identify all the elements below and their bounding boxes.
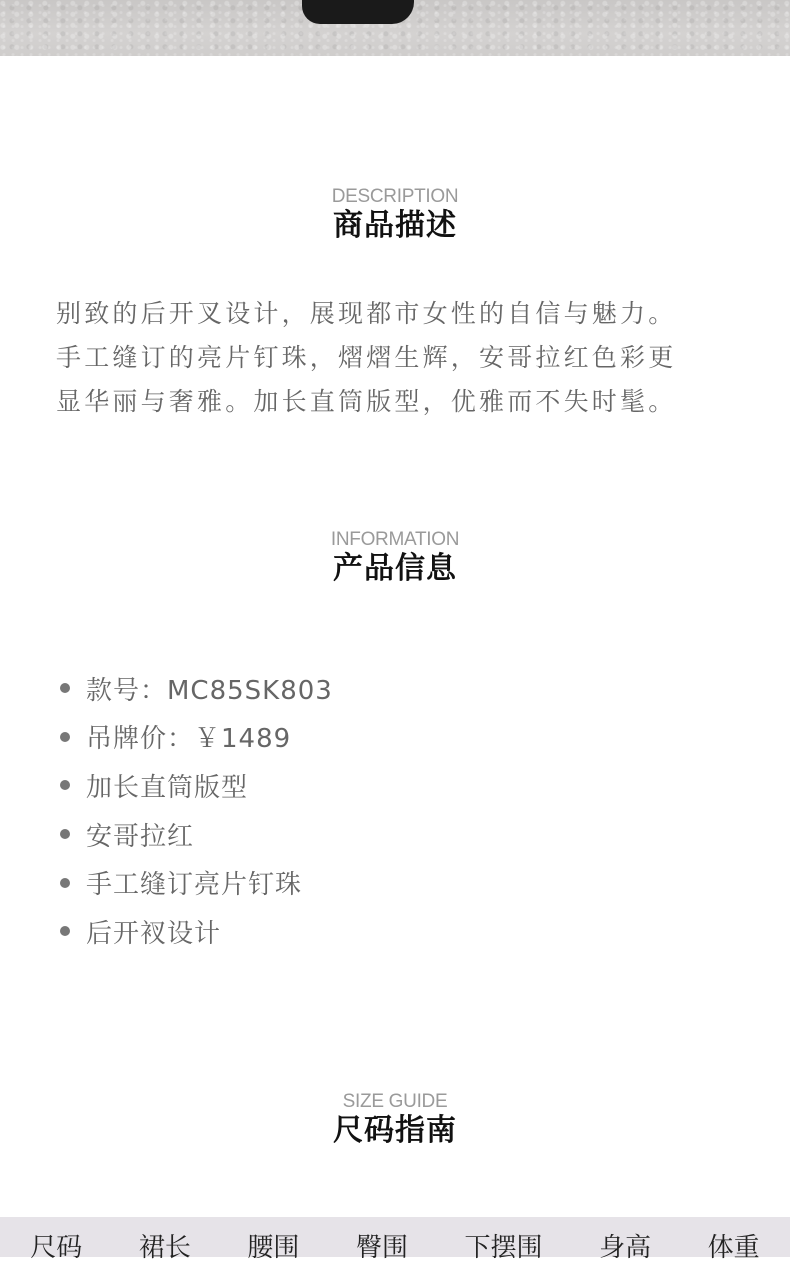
list-item [60,907,333,956]
description-eyebrow: DESCRIPTION [331,186,459,207]
description-line: 别致的后开叉设计，展现都市女性的自信与魅力。 [56,299,677,328]
size-column-header: 身高 [599,1233,652,1263]
list-item [60,858,333,907]
list-item [60,713,333,762]
list-item [60,761,333,810]
description-line: 手工缝订的亮片钉珠，熠熠生辉，安哥拉红色彩更 [56,343,677,372]
information-header [0,529,790,587]
description-title: 商品描述 [333,208,457,243]
list-item [60,664,333,713]
product-info-list [60,664,333,956]
bullet-icon [60,732,70,742]
bullet-icon [60,926,70,936]
bullet-icon [60,878,70,888]
size-column-header: 裙长 [138,1233,191,1263]
size-guide-header [0,1091,790,1149]
info-item-text: 安哥拉红 [86,821,195,852]
description-header [0,186,790,244]
info-item-text: 手工缝订亮片钉珠 [86,870,303,901]
size-column-header: 尺码 [30,1233,83,1263]
shoe-image [302,0,414,24]
description-line: 显华丽与奢雅。加长直筒版型，优雅而不失时髦。 [56,387,677,416]
bullet-icon [60,683,70,693]
size-column-header: 臀围 [355,1233,408,1263]
information-eyebrow: INFORMATION [330,529,460,550]
size-column-header: 下摆围 [464,1233,543,1263]
size-column-header: 腰围 [247,1233,300,1263]
product-photo-bottom [0,0,790,56]
bullet-icon [60,780,70,790]
info-item-text: 款号：MC85SK803 [86,675,333,706]
information-title: 产品信息 [333,551,457,586]
size-table-header [0,1217,790,1263]
info-item-text: 加长直筒版型 [86,772,249,803]
description-text [56,292,746,424]
size-guide-title: 尺码指南 [333,1113,457,1148]
info-item-text: 后开衩设计 [86,918,222,949]
list-item [60,810,333,859]
size-guide-eyebrow: SIZE GUIDE [342,1091,448,1112]
size-column-header: 体重 [707,1233,760,1263]
bullet-icon [60,829,70,839]
info-item-text: 吊牌价：￥1489 [86,724,292,755]
